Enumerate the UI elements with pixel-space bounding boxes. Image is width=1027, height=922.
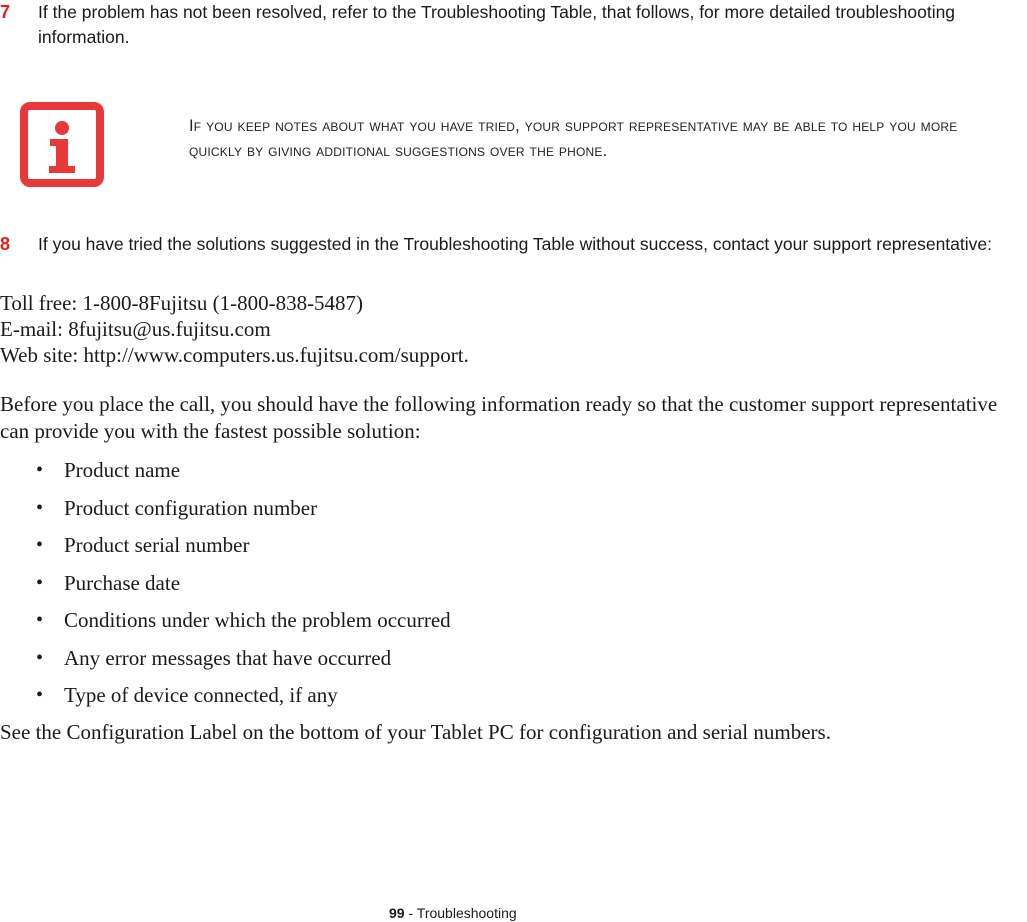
step-number: 7 xyxy=(0,2,11,22)
toll-free-line: Toll free: 1-800-8Fujitsu (1-800-838-5487) xyxy=(0,291,364,315)
step-8 xyxy=(0,232,1027,257)
email-line: E-mail: 8fujitsu@us.fujitsu.com xyxy=(0,317,271,341)
list-item: • Any error messages that have occurred xyxy=(0,640,451,678)
intro-paragraph: Before you place the call, you should have the following information ready so that the customer support representative can provide you with the fastest possible solution: xyxy=(0,392,998,443)
bullet-glyph: • xyxy=(36,459,44,481)
bullet-glyph: • xyxy=(36,534,44,556)
step-text: If you have tried the solutions suggested in the Troubleshooting Table without success, contact your support representative: xyxy=(38,234,992,254)
info-checklist xyxy=(0,452,451,715)
bullet-glyph: • xyxy=(36,609,44,631)
footer-separator: - xyxy=(404,905,417,921)
step-7 xyxy=(0,0,1027,50)
page-footer xyxy=(389,904,517,922)
bullet-glyph: • xyxy=(36,571,44,594)
bullet-glyph: • xyxy=(36,496,44,519)
page-number: 99 xyxy=(389,905,405,921)
list-item: • Product configuration number xyxy=(0,490,451,528)
bullet-glyph: • xyxy=(36,684,44,706)
step-number: 8 xyxy=(0,234,11,254)
contact-info xyxy=(0,290,1020,368)
bullet-glyph: • xyxy=(36,646,44,669)
list-item: • Purchase date xyxy=(0,565,451,603)
list-item: • Product name xyxy=(0,452,451,490)
note-text: If you keep notes about what you have tried, your support representative may be able to help you more quickly by giving additional suggestions over the phone. xyxy=(189,117,958,160)
info-icon xyxy=(20,102,104,187)
website-line: Web site: http://www.computers.us.fujitsu.com/support. xyxy=(0,343,469,367)
list-item: • Type of device connected, if any xyxy=(0,677,451,715)
closing-paragraph: See the Configuration Label on the bottom of your Tablet PC for configuration and serial numbers. xyxy=(0,720,831,744)
list-item: • Product serial number xyxy=(0,527,451,565)
list-item: • Conditions under which the problem occurred xyxy=(0,602,451,640)
step-text: If the problem has not been resolved, refer to the Troubleshooting Table, that follows, for more detailed troubleshooting information. xyxy=(38,2,956,47)
footer-section: Troubleshooting xyxy=(416,905,517,921)
